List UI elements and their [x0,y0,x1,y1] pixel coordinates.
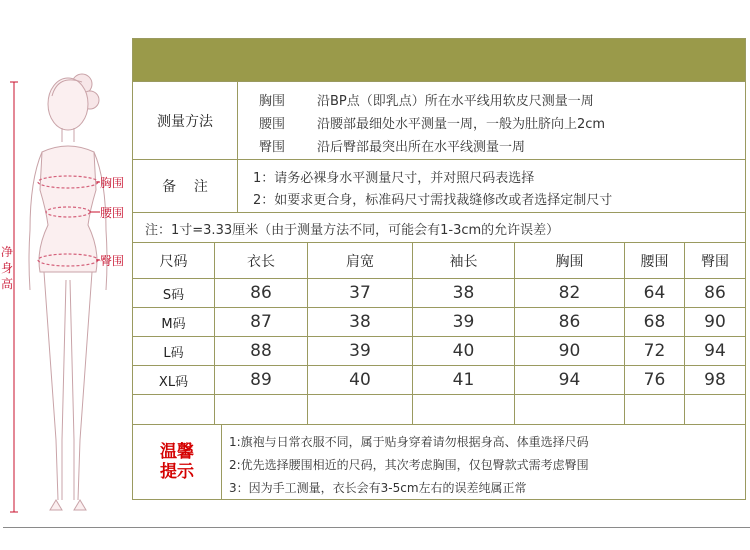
body-measurement-figure [0,60,135,535]
column-header: 胸围 [515,243,625,278]
tip-line: 2:优先选择腰围相近的尺码，其次考虑胸围，仅包臀款式需考虑臀围 [229,458,589,472]
column-header: 尺码 [133,243,215,278]
column-header: 袖长 [413,243,515,278]
column-header: 腰围 [625,243,685,278]
table-row [133,307,745,336]
table-cell: 40 [413,337,515,365]
table-row [133,336,745,365]
method-item-name: 腰围 [259,117,286,132]
table-cell: 86 [704,283,726,303]
empty-cell [515,395,625,424]
table-row-empty [133,394,745,424]
chest-label: 胸围 [100,176,125,190]
height-label: 净身高 [1,245,14,291]
empty-cell [215,395,308,424]
method-item-desc: 沿后臀部最突出所在水平线测量一周 [317,140,526,155]
size-cell: L码 [133,337,215,365]
method-item-desc: 沿腰部最细处水平测量一周，一般为肚脐向上2cm [317,117,606,132]
size-cell: XL码 [133,366,215,394]
table-cell: 94 [704,341,726,361]
table-cell: 89 [215,366,308,394]
hip-label: 臀围 [100,254,125,268]
empty-cell [413,395,515,424]
bottom-divider [3,527,750,528]
table-cell: 90 [515,337,625,365]
remarks-label: 备 注 [133,160,238,212]
measurement-method-row [133,81,745,159]
empty-cell [685,395,745,424]
table-cell: 72 [625,337,685,365]
table-cell: 68 [625,308,685,336]
column-header: 衣长 [215,243,308,278]
tips-label [133,425,222,499]
table-cell: 87 [215,308,308,336]
tip-line: 3：因为手工测量，衣长会有3-5cm左右的误差纯属正常 [229,481,527,495]
table-row [133,278,745,307]
column-header: 臀围 [701,253,729,270]
unit-note-row [133,212,745,242]
table-cell: 37 [308,279,413,307]
table-cell: 94 [515,366,625,394]
table-cell: 76 [625,366,685,394]
table-cell: 40 [308,366,413,394]
remarks-line: 2：如要求更合身，标准码尺寸需找裁缝修改或者选择定制尺寸 [253,193,613,208]
tips-label-line: 温馨 [160,442,194,462]
table-cell: 41 [413,366,515,394]
table-cell: 64 [625,279,685,307]
empty-cell [133,395,215,424]
method-item-name: 臀围 [259,140,286,155]
size-cell: M码 [133,308,215,336]
tips-row [133,424,745,499]
table-cell: 38 [308,308,413,336]
tips-label-line: 提示 [160,462,194,482]
size-chart-table [132,38,746,500]
table-cell: 90 [704,312,726,332]
tip-line: 1:旗袍与日常衣服不同，属于贴身穿着请勿根据身高、体重选择尺码 [229,435,589,449]
woman-silhouette-icon [0,60,135,535]
table-cell: 98 [704,370,726,390]
method-item-name: 胸围 [259,94,286,109]
empty-cell [308,395,413,424]
empty-cell [625,395,685,424]
method-label: 测量方法 [133,82,238,159]
column-header: 肩宽 [308,243,413,278]
remarks-line: 1：请务必裸身水平测量尺寸，并对照尺码表选择 [253,171,535,186]
table-cell: 39 [413,308,515,336]
header-band [133,39,745,81]
table-cell: 82 [515,279,625,307]
waist-label: 腰围 [100,206,125,220]
unit-note: 注：1寸=3.33厘米（由于测量方法不同，可能会有1-3cm的允许误差） [145,223,560,238]
table-cell: 39 [308,337,413,365]
table-cell: 86 [215,279,308,307]
method-item-desc: 沿BP点（即乳点）所在水平线用软皮尺测量一周 [317,94,594,109]
table-cell: 86 [515,308,625,336]
table-cell: 38 [413,279,515,307]
table-cell: 88 [215,337,308,365]
size-table-header-row [133,242,745,278]
remarks-row [133,159,745,212]
table-row [133,365,745,394]
size-cell: S码 [133,279,215,307]
